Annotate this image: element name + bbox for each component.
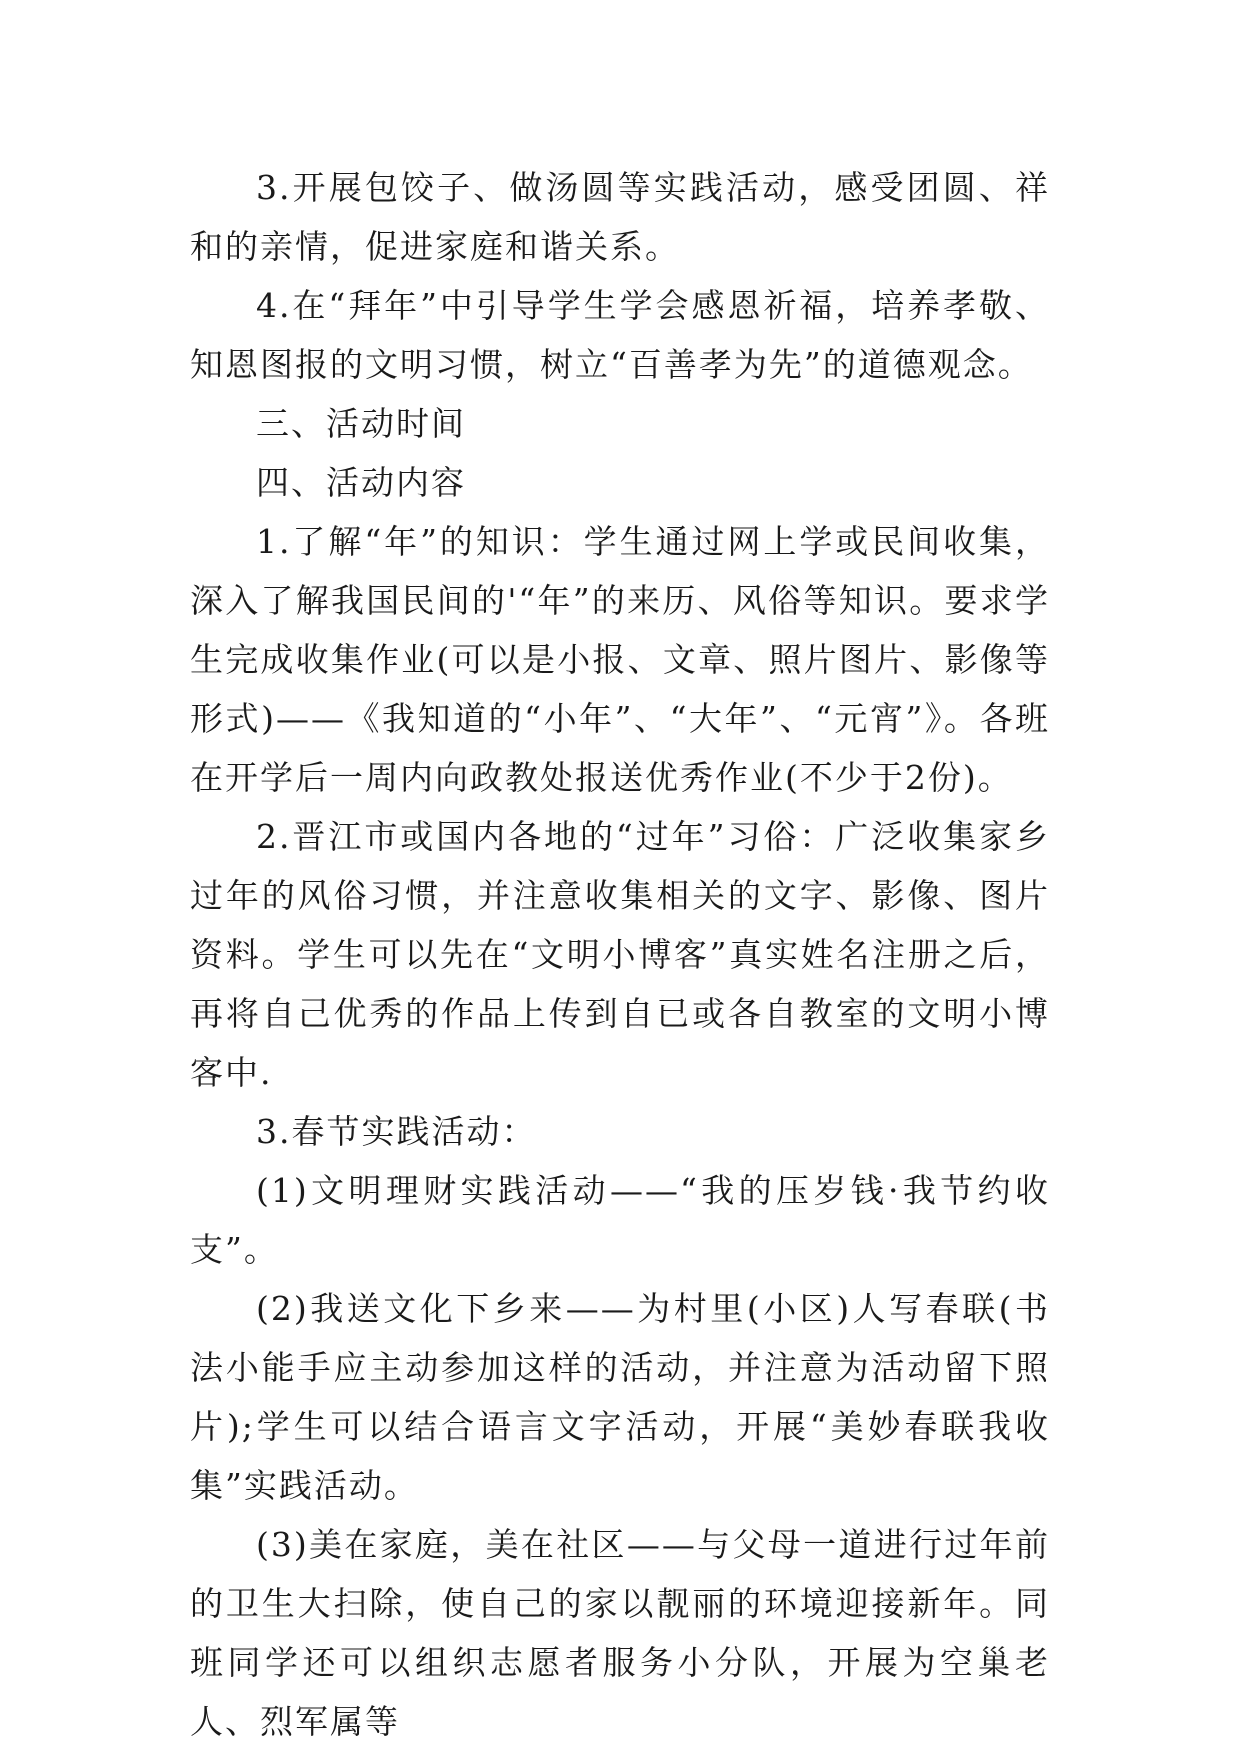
paragraph-goal-3: 3.开展包饺子、做汤圆等实践活动，感受团圆、祥和的亲情，促进家庭和谐关系。 bbox=[190, 168, 1050, 266]
paragraph-content-3-heading: 3.春节实践活动： bbox=[256, 1112, 537, 1151]
paragraph-sub-1: (1)文明理财实践活动——“我的压岁钱·我节约收支”。 bbox=[190, 1171, 1050, 1269]
paragraph-content-2: 2.晋江市或国内各地的“过年”习俗：广泛收集家乡过年的风俗习惯，并注意收集相关的文字、影像、图片资料。学生可以先在“文明小博客”真实姓名注册之后，再将自己优秀的作品上传到自已或各自教室的文明小博客中. bbox=[190, 817, 1050, 1092]
document-body bbox=[190, 158, 1050, 1751]
section-heading-activity-content: 四、活动内容 bbox=[256, 463, 466, 502]
paragraph-sub-2: (2)我送文化下乡来——为村里(小区)人写春联(书法小能手应主动参加这样的活动，并注意为活动留下照片);学生可以结合语言文字活动，开展“美妙春联我收集”实践活动。 bbox=[190, 1289, 1050, 1505]
section-heading-activity-time: 三、活动时间 bbox=[256, 404, 466, 443]
paragraph-content-1: 1.了解“年”的知识：学生通过网上学或民间收集，深入了解我国民间的'“年”的来历、风俗等知识。要求学生完成收集作业(可以是小报、文章、照片图片、影像等形式)——《我知道的“小年”、“大年”、“元宵”》。各班在开学后一周内向政教处报送优秀作业(不少于2份)。 bbox=[190, 522, 1050, 797]
paragraph-goal-4: 4.在“拜年”中引导学生学会感恩祈福，培养孝敬、知恩图报的文明习惯，树立“百善孝为先”的道德观念。 bbox=[190, 286, 1050, 384]
paragraph-sub-3: (3)美在家庭，美在社区——与父母一道进行过年前的卫生大扫除，使自己的家以靓丽的环境迎接新年。同班同学还可以组织志愿者服务小分队，开展为空巢老人、烈军属等 bbox=[190, 1525, 1050, 1741]
